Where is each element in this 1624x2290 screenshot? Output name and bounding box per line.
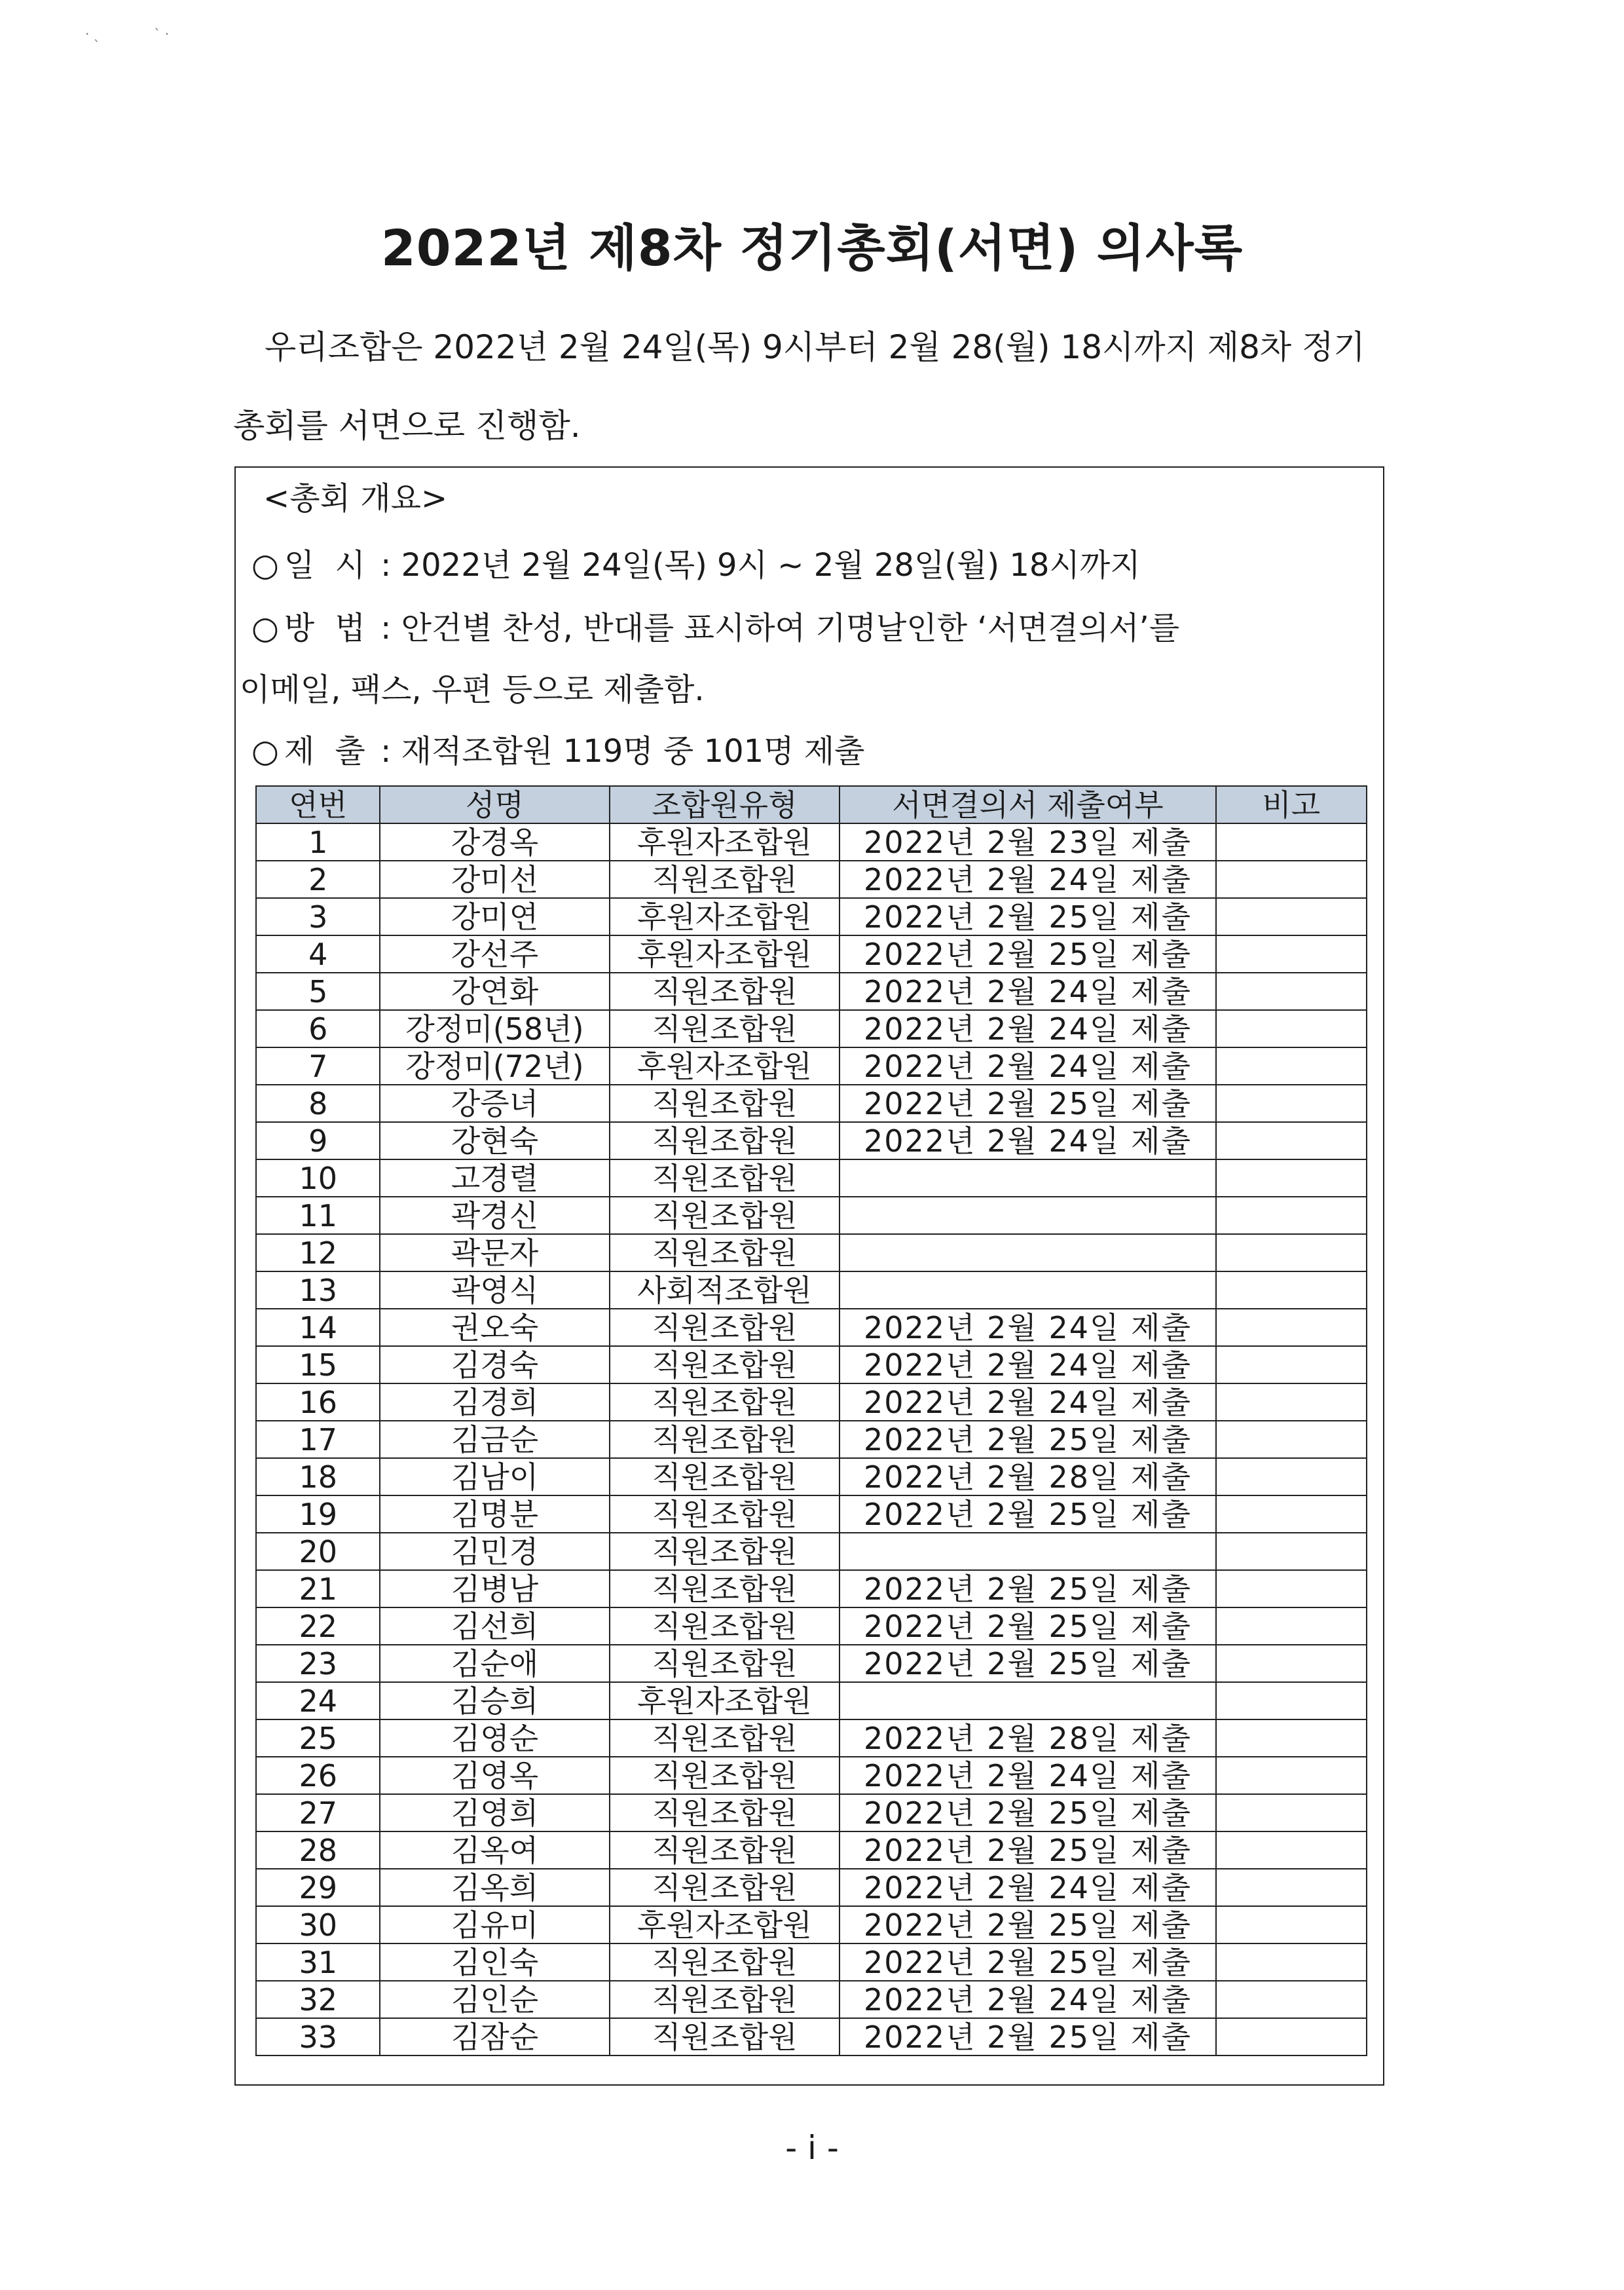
serial-cell: 11 [256,1197,380,1234]
serial-cell: 20 [256,1533,380,1570]
name-cell: 강증녀 [380,1085,609,1122]
table-row [256,973,1367,1010]
serial-cell: 30 [256,1906,380,1943]
submission-cell: 2022년 2월 24일 제출 [840,1010,1215,1047]
member-type-cell: 후원자조합원 [610,823,840,861]
remarks-cell [1216,1831,1367,1869]
table-row [256,1421,1367,1458]
serial-cell: 26 [256,1757,380,1794]
name-cell: 강선주 [380,935,609,973]
name-cell: 곽문자 [380,1234,609,1271]
submission-cell: 2022년 2월 25일 제출 [840,935,1215,973]
name-cell: 강미선 [380,861,609,898]
table-row [256,1757,1367,1794]
table-row [256,1122,1367,1159]
serial-cell: 14 [256,1309,380,1346]
remarks-cell [1216,1533,1367,1570]
member-type-cell: 직원조합원 [610,1346,840,1383]
table-row [256,1085,1367,1122]
remarks-cell [1216,1794,1367,1831]
table-header-row [256,786,1367,823]
submission-cell: 2022년 2월 25일 제출 [840,898,1215,935]
submission-cell [840,1533,1215,1570]
table-row [256,1495,1367,1533]
name-cell: 김순애 [380,1645,609,1682]
serial-cell: 12 [256,1234,380,1271]
remarks-cell [1216,1906,1367,1943]
serial-cell: 8 [256,1085,380,1122]
member-type-cell: 후원자조합원 [610,898,840,935]
member-type-cell: 직원조합원 [610,1421,840,1458]
name-cell: 강미연 [380,898,609,935]
serial-cell: 24 [256,1682,380,1719]
table-row [256,823,1367,861]
member-type-cell: 직원조합원 [610,1085,840,1122]
remarks-cell [1216,1085,1367,1122]
header-serial: 연번 [256,786,380,823]
name-cell: 김영희 [380,1794,609,1831]
name-cell: 김선희 [380,1607,609,1645]
name-cell: 김금순 [380,1421,609,1458]
remarks-cell [1216,973,1367,1010]
member-type-cell: 직원조합원 [610,861,840,898]
serial-cell: 29 [256,1869,380,1906]
serial-cell: 1 [256,823,380,861]
member-type-cell: 직원조합원 [610,1309,840,1346]
table-row [256,898,1367,935]
remarks-cell [1216,1047,1367,1085]
name-cell: 김영순 [380,1719,609,1757]
serial-cell: 28 [256,1831,380,1869]
serial-cell: 5 [256,973,380,1010]
submission-value: : 재적조합원 119명 중 101명 제출 [380,733,865,770]
schedule-label: ○일 시 [251,547,371,584]
header-remarks: 비고 [1216,786,1367,823]
name-cell: 김영옥 [380,1757,609,1794]
table-row [256,861,1367,898]
member-type-cell: 후원자조합원 [610,1047,840,1085]
member-type-cell: 직원조합원 [610,1010,840,1047]
name-cell: 김명분 [380,1495,609,1533]
member-type-cell: 직원조합원 [610,1383,840,1421]
table-row [256,1794,1367,1831]
intro-paragraph [233,308,1386,465]
method-label: ○방 법 [251,610,371,647]
table-row [256,1906,1367,1943]
serial-cell: 7 [256,1047,380,1085]
member-type-cell: 직원조합원 [610,1234,840,1271]
member-type-cell: 후원자조합원 [610,935,840,973]
submission-cell: 2022년 2월 24일 제출 [840,1757,1215,1794]
table-row [256,1047,1367,1085]
remarks-cell [1216,2018,1367,2055]
submission-cell: 2022년 2월 25일 제출 [840,1906,1215,1943]
name-cell: 김민경 [380,1533,609,1570]
name-cell: 김유미 [380,1906,609,1943]
remarks-cell [1216,935,1367,973]
remarks-cell [1216,1719,1367,1757]
submission-cell: 2022년 2월 25일 제출 [840,1570,1215,1607]
submission-cell: 2022년 2월 25일 제출 [840,1794,1215,1831]
header-member-type: 조합원유형 [610,786,840,823]
submission-cell [840,1197,1215,1234]
name-cell: 권오숙 [380,1309,609,1346]
remarks-cell [1216,861,1367,898]
overview-box [234,466,1384,2086]
remarks-cell [1216,1197,1367,1234]
submission-cell: 2022년 2월 24일 제출 [840,861,1215,898]
remarks-cell [1216,1271,1367,1309]
submission-cell: 2022년 2월 23일 제출 [840,823,1215,861]
submission-cell: 2022년 2월 24일 제출 [840,1047,1215,1085]
member-type-cell: 후원자조합원 [610,1682,840,1719]
table-row [256,1682,1367,1719]
schedule-item [251,540,1141,585]
member-type-cell: 직원조합원 [610,1719,840,1757]
serial-cell: 2 [256,861,380,898]
submission-cell: 2022년 2월 24일 제출 [840,1383,1215,1421]
remarks-cell [1216,1309,1367,1346]
remarks-cell [1216,1682,1367,1719]
method-item [251,603,1179,648]
member-type-cell: 직원조합원 [610,1869,840,1906]
member-type-cell: 직원조합원 [610,1981,840,2018]
name-cell: 김경숙 [380,1346,609,1383]
remarks-cell [1216,1495,1367,1533]
submission-cell: 2022년 2월 25일 제출 [840,1607,1215,1645]
remarks-cell [1216,1757,1367,1794]
table-row [256,1197,1367,1234]
member-type-cell: 직원조합원 [610,1607,840,1645]
serial-cell: 16 [256,1383,380,1421]
serial-cell: 6 [256,1010,380,1047]
document-title: 2022년 제8차 정기총회(서면) 의사록 [380,219,1244,277]
name-cell: 김잠순 [380,2018,609,2055]
intro-line-1: 우리조합은 2022년 2월 24일(목) 9시부터 2월 28(월) 18시까지 제8차 정기 [265,328,1365,366]
header-name: 성명 [380,786,609,823]
member-type-cell: 직원조합원 [610,1197,840,1234]
submission-cell: 2022년 2월 28일 제출 [840,1719,1215,1757]
serial-cell: 15 [256,1346,380,1383]
table-row [256,1570,1367,1607]
submission-cell: 2022년 2월 25일 제출 [840,1831,1215,1869]
remarks-cell [1216,898,1367,935]
serial-cell: 33 [256,2018,380,2055]
table-row [256,1159,1367,1197]
name-cell: 김경희 [380,1383,609,1421]
table-row [256,1458,1367,1495]
name-cell: 고경렬 [380,1159,609,1197]
remarks-cell [1216,1234,1367,1271]
member-rows [256,823,1367,2055]
remarks-cell [1216,1607,1367,1645]
submission-cell: 2022년 2월 25일 제출 [840,2018,1215,2055]
serial-cell: 32 [256,1981,380,2018]
name-cell: 김인숙 [380,1943,609,1981]
submission-cell: 2022년 2월 25일 제출 [840,1943,1215,1981]
table-row [256,1533,1367,1570]
scan-specks: · ˎ ˋ · [85,26,170,42]
submission-cell: 2022년 2월 25일 제출 [840,1421,1215,1458]
table-row [256,1981,1367,2018]
member-type-cell: 직원조합원 [610,1570,840,1607]
submission-cell: 2022년 2월 24일 제출 [840,1981,1215,2018]
name-cell: 강정미(58년) [380,1010,609,1047]
table-row [256,1943,1367,1981]
submission-label: ○제 출 [251,733,371,770]
table-row [256,1831,1367,1869]
remarks-cell [1216,823,1367,861]
remarks-cell [1216,1869,1367,1906]
table-row [256,1010,1367,1047]
name-cell: 강경옥 [380,823,609,861]
serial-cell: 23 [256,1645,380,1682]
submission-cell: 2022년 2월 25일 제출 [840,1645,1215,1682]
remarks-cell [1216,1383,1367,1421]
name-cell: 강정미(72년) [380,1047,609,1085]
member-type-cell: 직원조합원 [610,2018,840,2055]
intro-line-2: 총회를 서면으로 진행함. [233,407,581,445]
page-number: - i - [785,2129,839,2167]
member-type-cell: 직원조합원 [610,973,840,1010]
submission-cell: 2022년 2월 24일 제출 [840,1869,1215,1906]
table-row [256,1719,1367,1757]
table-row [256,1383,1367,1421]
serial-cell: 3 [256,898,380,935]
table-row [256,1309,1367,1346]
member-type-cell: 직원조합원 [610,1122,840,1159]
remarks-cell [1216,1943,1367,1981]
method-value: : 안건별 찬성, 반대를 표시하여 기명날인한 ‘서면결의서’를 [380,610,1180,647]
name-cell: 곽영식 [380,1271,609,1309]
submission-cell [840,1159,1215,1197]
member-type-cell: 직원조합원 [610,1831,840,1869]
remarks-cell [1216,1122,1367,1159]
remarks-cell [1216,1346,1367,1383]
submission-cell: 2022년 2월 24일 제출 [840,1346,1215,1383]
remarks-cell [1216,1570,1367,1607]
name-cell: 김승희 [380,1682,609,1719]
table-row [256,1645,1367,1682]
serial-cell: 9 [256,1122,380,1159]
remarks-cell [1216,1421,1367,1458]
submission-cell [840,1234,1215,1271]
submission-cell: 2022년 2월 24일 제출 [840,1122,1215,1159]
member-type-cell: 직원조합원 [610,1458,840,1495]
serial-cell: 10 [256,1159,380,1197]
name-cell: 강현숙 [380,1122,609,1159]
serial-cell: 27 [256,1794,380,1831]
submission-cell: 2022년 2월 28일 제출 [840,1458,1215,1495]
submission-cell: 2022년 2월 24일 제출 [840,973,1215,1010]
schedule-value: : 2022년 2월 24일(목) 9시 ~ 2월 28일(월) 18시까지 [380,547,1141,584]
table-row [256,1346,1367,1383]
table-row [256,2018,1367,2055]
remarks-cell [1216,1981,1367,2018]
member-type-cell: 직원조합원 [610,1645,840,1682]
member-type-cell: 후원자조합원 [610,1906,840,1943]
name-cell: 김옥희 [380,1869,609,1906]
member-type-cell: 직원조합원 [610,1943,840,1981]
submission-cell [840,1271,1215,1309]
serial-cell: 25 [256,1719,380,1757]
remarks-cell [1216,1010,1367,1047]
submission-cell: 2022년 2월 24일 제출 [840,1309,1215,1346]
remarks-cell [1216,1159,1367,1197]
name-cell: 김남이 [380,1458,609,1495]
member-type-cell: 직원조합원 [610,1757,840,1794]
serial-cell: 22 [256,1607,380,1645]
table-row [256,1869,1367,1906]
serial-cell: 18 [256,1458,380,1495]
remarks-cell [1216,1458,1367,1495]
submission-cell: 2022년 2월 25일 제출 [840,1085,1215,1122]
name-cell: 강연화 [380,973,609,1010]
table-row [256,1607,1367,1645]
serial-cell: 17 [256,1421,380,1458]
name-cell: 김인순 [380,1981,609,2018]
name-cell: 김병남 [380,1570,609,1607]
serial-cell: 13 [256,1271,380,1309]
header-submission: 서면결의서 제출여부 [840,786,1215,823]
member-type-cell: 직원조합원 [610,1159,840,1197]
member-type-cell: 직원조합원 [610,1533,840,1570]
member-type-cell: 직원조합원 [610,1495,840,1533]
serial-cell: 21 [256,1570,380,1607]
name-cell: 곽경신 [380,1197,609,1234]
member-type-cell: 사회적조합원 [610,1271,840,1309]
method-continuation: 이메일, 팩스, 우편 등으로 제출함. [240,671,705,708]
table-row [256,1234,1367,1271]
submission-cell: 2022년 2월 25일 제출 [840,1495,1215,1533]
serial-cell: 4 [256,935,380,973]
submission-item [251,726,865,771]
remarks-cell [1216,1645,1367,1682]
serial-cell: 31 [256,1943,380,1981]
submission-cell [840,1682,1215,1719]
member-type-cell: 직원조합원 [610,1794,840,1831]
member-table [255,785,1367,2056]
overview-heading: <총회 개요> [263,480,448,517]
table-row [256,1271,1367,1309]
name-cell: 김옥여 [380,1831,609,1869]
serial-cell: 19 [256,1495,380,1533]
table-row [256,935,1367,973]
